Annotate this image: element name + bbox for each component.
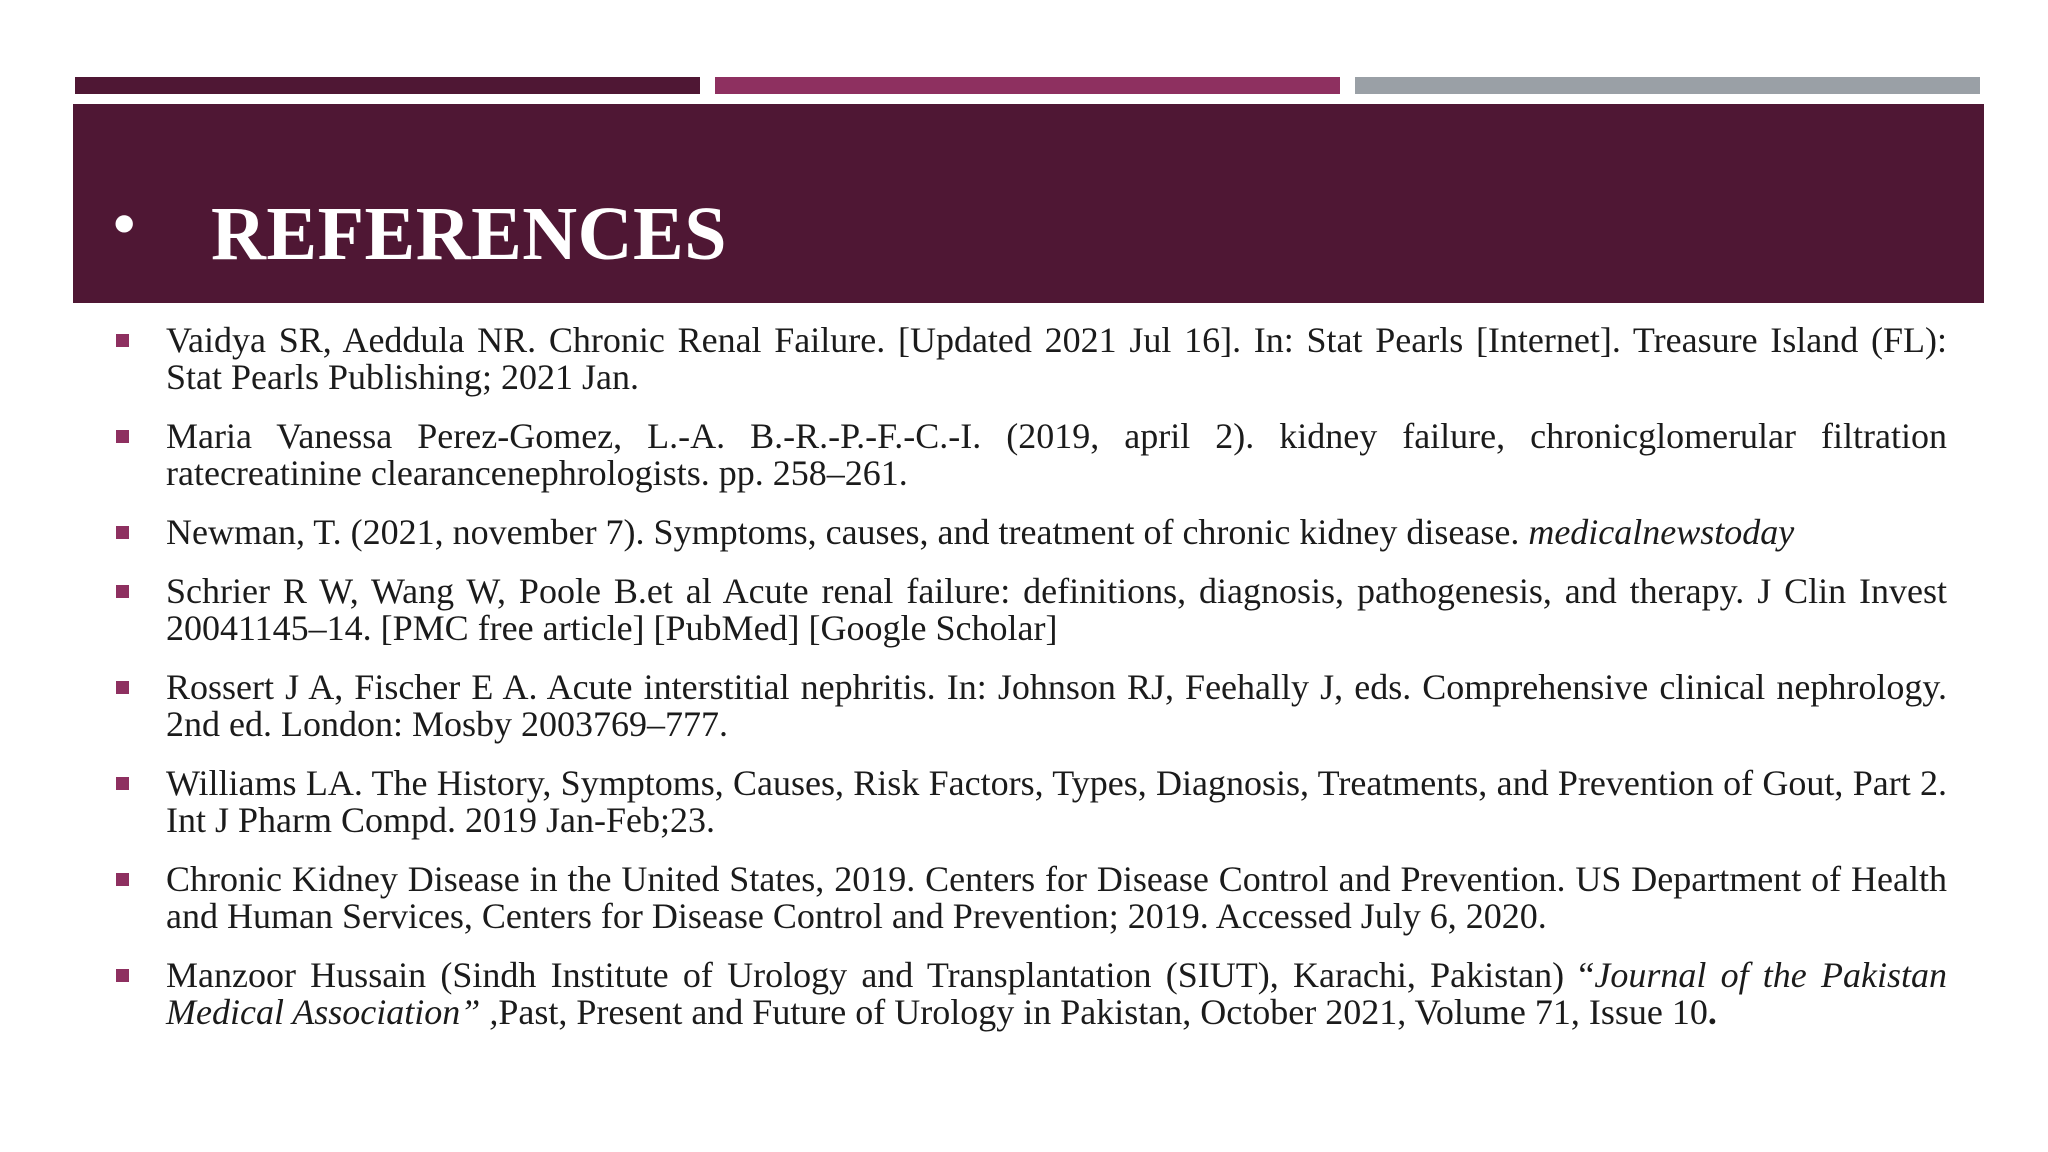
reference-journal-italic: Journal of the Pakistan Medical Association” , xyxy=(166,955,1947,1032)
square-bullet-icon xyxy=(116,969,129,982)
reference-text: Chronic Kidney Disease in the United States, 2019. Centers for Disease Control and Prevention. US Department of Health and Human Services, Centers for Disease Control and Prevention; 2019. Accessed July 6, 2020. xyxy=(166,859,1947,936)
reference-item-2 xyxy=(113,418,1947,492)
reference-text: Manzoor Hussain (Sindh Institute of Urology and Transplantation (SIUT), Karachi, Pakistan) “ xyxy=(166,955,1595,995)
reference-item-1 xyxy=(113,322,1947,396)
reference-item-5 xyxy=(113,669,1947,743)
reference-text: Schrier R W, Wang W, Poole B.et al Acute renal failure: definitions, diagnosis, pathogenesis, and therapy. J Clin Invest 20041145–14. [PMC free article] [PubMed] [Google Scholar] xyxy=(166,571,1947,648)
reference-text: Vaidya SR, Aeddula NR. Chronic Renal Failure. [Updated 2021 Jul 16]. In: Stat Pearls [Internet]. Treasure Island (FL): Stat Pearls Publishing; 2021 Jan. xyxy=(166,320,1947,397)
square-bullet-icon xyxy=(116,526,129,539)
reference-item-3 xyxy=(113,514,1947,551)
reference-item-4 xyxy=(113,573,1947,647)
accent-bar-gray xyxy=(1355,77,1980,94)
reference-item-6 xyxy=(113,765,1947,839)
square-bullet-icon xyxy=(116,681,129,694)
reference-text: Newman, T. (2021, november 7). Symptoms, causes, and treatment of chronic kidney disease. xyxy=(166,512,1529,552)
reference-text: Williams LA. The History, Symptoms, Causes, Risk Factors, Types, Diagnosis, Treatments, and Prevention of Gout, Part 2. Int J Pharm Compd. 2019 Jan-Feb;23. xyxy=(166,763,1947,840)
square-bullet-icon xyxy=(116,585,129,598)
reference-source-italic: medicalnewstoday xyxy=(1528,512,1795,552)
page-title: REFERENCES xyxy=(211,192,727,276)
reference-item-7 xyxy=(113,861,1947,935)
title-bullet: • xyxy=(113,188,136,259)
reference-text: Maria Vanessa Perez-Gomez, L.-A. B.-R.-P.-F.-C.-I. (2019, april 2). kidney failure, chronicglomerular filtration ratecreatinine clearancenephrologists. pp. 258–261. xyxy=(166,416,1947,493)
reference-end-period: . xyxy=(1707,992,1717,1032)
reference-text-continued: Past, Present and Future of Urology in Pakistan, October 2021, Volume 71, Issue 10 xyxy=(498,992,1708,1032)
accent-bar-magenta xyxy=(715,77,1340,94)
square-bullet-icon xyxy=(116,873,129,886)
reference-list xyxy=(113,322,1947,1053)
reference-text: Rossert J A, Fischer E A. Acute interstitial nephritis. In: Johnson RJ, Feehally J, eds. Comprehensive clinical nephrology. 2nd ed. London: Mosby 2003769–777. xyxy=(166,667,1947,744)
square-bullet-icon xyxy=(116,777,129,790)
reference-item-8 xyxy=(113,957,1947,1031)
square-bullet-icon xyxy=(116,430,129,443)
square-bullet-icon xyxy=(116,334,129,347)
accent-bar-dark xyxy=(75,77,700,94)
